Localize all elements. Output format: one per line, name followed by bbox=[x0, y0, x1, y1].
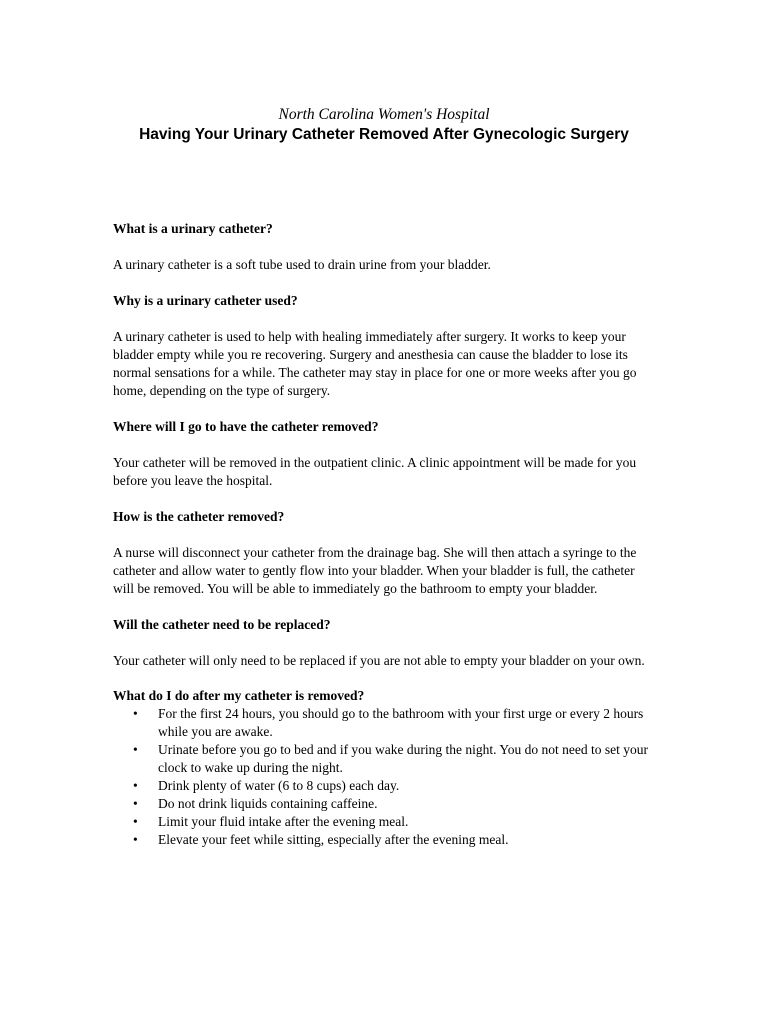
section-question: Why is a urinary catheter used? bbox=[113, 293, 298, 308]
section-answer: A urinary catheter is used to help with healing immediately after surgery. It works to keep your bladder empty while you re recovering. Surgery and anesthesia can cause the bladder to lose its normal sensations for a while. The catheter may stay in place for one or more weeks after you go home, depending on the type of surgery. bbox=[113, 329, 637, 398]
section-answer: Your catheter will be removed in the outpatient clinic. A clinic appointment will be made for you before you leave the hospital. bbox=[113, 455, 637, 488]
section-answer: A urinary catheter is a soft tube used to drain urine from your bladder. bbox=[113, 257, 491, 272]
bullet-icon: • bbox=[133, 796, 138, 811]
bullet-icon: • bbox=[133, 742, 138, 757]
list-item bbox=[113, 705, 653, 741]
section-question: What do I do after my catheter is removed? bbox=[113, 688, 365, 703]
section-question: Where will I go to have the catheter removed? bbox=[113, 419, 379, 434]
section-answer: A nurse will disconnect your catheter from the drainage bag. She will then attach a syringe to the catheter and allow water to gently flow into your bladder. When your bladder is full, the catheter will be removed. You will be able to immediately go the bathroom to empty your bladder. bbox=[113, 545, 637, 596]
list-item bbox=[113, 831, 653, 849]
instruction-list bbox=[113, 705, 653, 849]
list-item-text: Drink plenty of water (6 to 8 cups) each day. bbox=[158, 778, 400, 793]
document-body bbox=[113, 220, 653, 849]
list-item bbox=[113, 741, 653, 777]
section-question: How is the catheter removed? bbox=[113, 509, 285, 524]
section-question: What is a urinary catheter? bbox=[113, 221, 273, 236]
list-item bbox=[113, 813, 653, 831]
bullet-icon: • bbox=[133, 814, 138, 829]
document-title: Having Your Urinary Catheter Removed After Gynecologic Surgery bbox=[139, 126, 629, 143]
section-question: Will the catheter need to be replaced? bbox=[113, 617, 331, 632]
list-item-text: Elevate your feet while sitting, especially after the evening meal. bbox=[158, 832, 509, 847]
list-item-text: Limit your fluid intake after the evening meal. bbox=[158, 814, 409, 829]
list-item-text: Do not drink liquids containing caffeine. bbox=[158, 796, 378, 811]
bullet-icon: • bbox=[133, 832, 138, 847]
list-item-text: Urinate before you go to bed and if you wake during the night. You do not need to set your clock to wake up during the night. bbox=[158, 742, 649, 775]
list-item-text: For the first 24 hours, you should go to the bathroom with your first urge or every 2 hours while you are awake. bbox=[158, 706, 644, 739]
institution-name: North Carolina Women's Hospital bbox=[278, 106, 490, 123]
bullet-icon: • bbox=[133, 778, 138, 793]
list-item bbox=[113, 795, 653, 813]
bullet-icon: • bbox=[133, 706, 138, 721]
list-item bbox=[113, 777, 653, 795]
section-answer: Your catheter will only need to be replaced if you are not able to empty your bladder on your own. bbox=[113, 653, 645, 668]
